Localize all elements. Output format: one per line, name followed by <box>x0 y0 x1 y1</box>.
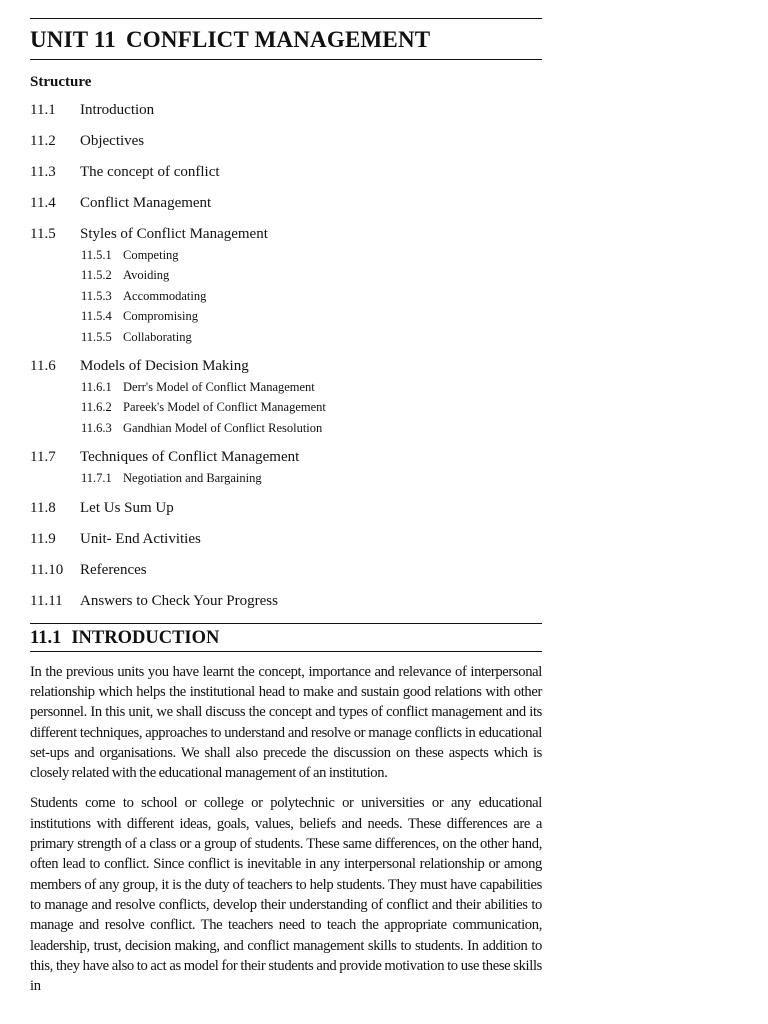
toc-item-label: Techniques of Conflict Management <box>80 449 300 466</box>
table-of-contents <box>30 101 542 610</box>
unit-title <box>30 27 542 53</box>
toc-subitem <box>81 245 542 265</box>
toc-item <box>30 448 542 466</box>
toc-subitem-label: Competing <box>123 248 179 262</box>
toc-item-number: 11.3 <box>30 164 56 180</box>
toc-item <box>30 101 542 119</box>
toc-sublist <box>81 377 542 438</box>
toc-subitem <box>81 377 542 397</box>
toc-item-label: Conflict Management <box>80 195 212 211</box>
toc-subitem-number: 11.5.4 <box>81 309 112 324</box>
toc-subitem-label: Compromising <box>123 309 199 324</box>
toc-item-label: Models of Decision Making <box>80 358 249 375</box>
toc-item <box>30 357 542 375</box>
toc-item <box>30 225 542 243</box>
toc-item <box>30 194 542 212</box>
toc-sublist <box>81 468 542 488</box>
toc-item-number: 11.6 <box>30 358 56 375</box>
toc-subitem-number: 11.6.1 <box>81 380 112 395</box>
toc-subitem <box>81 286 542 306</box>
toc-item-label: The concept of conflict <box>80 164 220 180</box>
toc-subitem-label: Gandhian Model of Conflict Resolution <box>123 420 323 435</box>
section-title: INTRODUCTION <box>71 627 220 648</box>
toc-item-label: Introduction <box>80 102 155 118</box>
toc-item <box>30 530 542 548</box>
structure-heading: Structure <box>30 74 92 90</box>
toc-item-label: Objectives <box>80 133 145 149</box>
toc-item-label: Unit- End Activities <box>80 530 201 547</box>
toc-item <box>30 499 542 517</box>
toc-item-number: 11.5 <box>30 226 56 242</box>
section-number: 11.1 <box>30 627 62 648</box>
toc-subitem-number: 11.5.3 <box>81 288 112 303</box>
toc-subitem <box>81 265 542 285</box>
toc-subitem-number: 11.6.3 <box>81 420 112 435</box>
toc-item-number: 11.1 <box>30 102 56 118</box>
toc-subitem <box>81 306 542 326</box>
toc-subitem-label: Negotiation and Bargaining <box>123 471 262 486</box>
toc-subitem-number: 11.7.1 <box>81 471 112 486</box>
toc-subitem <box>81 468 542 488</box>
toc-item-number: 11.7 <box>30 449 56 466</box>
body-paragraph: Students come to school or college or polytechnic or universities or any educational institutions with different ideas, goals, values, beliefs and needs. These differences are a primary strength of a class or a group of students. These same differences, on the other hand, often lead to conflict. Since conflict is inevitable in any interpersonal relationship or among members of any group, it is the duty of teachers to help students. They must have capabilities to manage and resolve conflicts, develop their understanding of conflict and their abilities to manage and resolve conflict. The teachers need to teach the appropriate communication, leadership, trust, decision making, and conflict management skills to students. In addition to this, they have also to act as model for their students and provide motivation to use these skills in <box>30 795 542 995</box>
top-rule <box>30 18 542 19</box>
toc-item-number: 11.11 <box>30 592 63 609</box>
toc-subitem-label: Derr's Model of Conflict Management <box>123 380 315 395</box>
toc-item-number: 11.2 <box>30 133 56 149</box>
toc-item-label: References <box>80 561 147 578</box>
toc-item-number: 11.8 <box>30 499 56 516</box>
toc-item-label: Let Us Sum Up <box>80 499 174 516</box>
toc-item <box>30 592 542 610</box>
toc-subitem <box>81 327 542 347</box>
toc-item-label: Answers to Check Your Progress <box>80 592 278 609</box>
toc-subitem-label: Accommodating <box>123 288 207 303</box>
toc-subitem-number: 11.5.2 <box>81 268 112 283</box>
toc-subitem-label: Collaborating <box>123 329 192 344</box>
toc-item-number: 11.4 <box>30 195 56 211</box>
toc-subitem-number: 11.6.2 <box>81 400 112 415</box>
section-body <box>30 662 542 997</box>
toc-subitem-label: Pareek's Model of Conflict Management <box>123 400 326 415</box>
toc-item <box>30 163 542 181</box>
section-heading <box>30 623 542 652</box>
toc-subitem <box>81 418 542 438</box>
toc-subitem-number: 11.5.5 <box>81 329 112 344</box>
toc-item-number: 11.9 <box>30 530 56 547</box>
unit-name: CONFLICT MANAGEMENT <box>125 27 431 52</box>
toc-subitem-label: Avoiding <box>123 268 170 283</box>
title-rule <box>30 59 542 60</box>
toc-subitem-number: 11.5.1 <box>81 248 112 262</box>
body-paragraph: In the previous units you have learnt the concept, importance and relevance of interpersonal relationship which helps the institutional head to make and sustain good relations with other personnel. In this unit, we shall discuss the concept and types of conflict management and its different techniques, approaches to understand and resolve or manage conflicts in educational set-ups and organisations. We shall also precede the discussion on these aspects which is closely related with the educational management of an institution. <box>30 663 542 782</box>
document-page <box>30 18 542 996</box>
toc-subitem <box>81 397 542 417</box>
toc-item-number: 11.10 <box>30 561 64 578</box>
toc-item <box>30 132 542 150</box>
toc-item <box>30 561 542 579</box>
toc-item-label: Styles of Conflict Management <box>80 226 268 242</box>
unit-number: UNIT 11 <box>30 27 116 52</box>
toc-sublist <box>81 245 542 347</box>
